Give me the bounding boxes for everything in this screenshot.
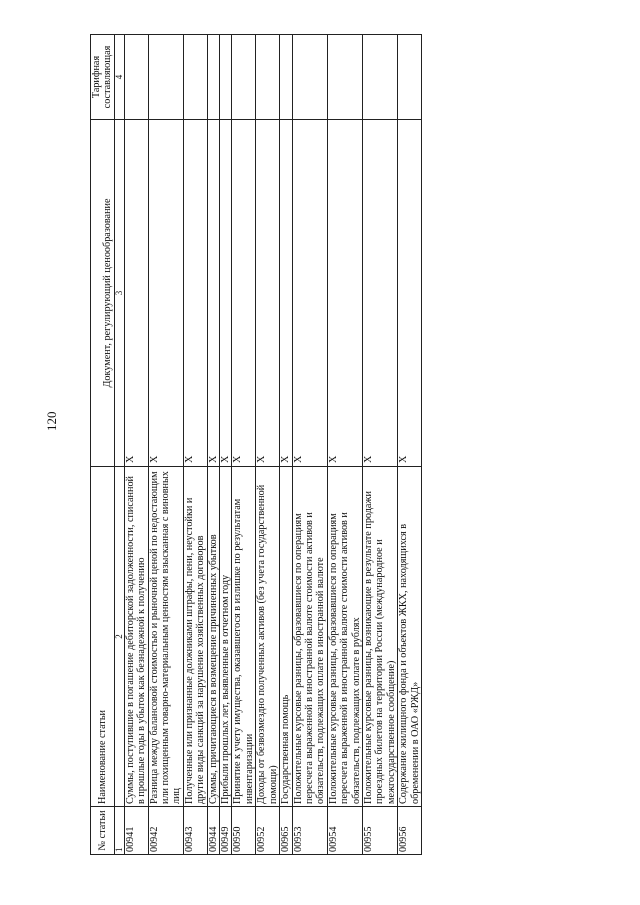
article-name: Разница между балансовой стоимостью и рыночной ценой по недостающим или похищенным товарно-материальным ценностям взысканная с виновных лиц — [148, 467, 183, 807]
table-body — [124, 35, 421, 855]
column-number: 1 — [114, 807, 124, 855]
column-number: 2 — [114, 467, 124, 807]
article-code: 00955 — [362, 807, 397, 855]
pricing-document-mark: X — [362, 120, 397, 467]
pricing-document-mark: X — [256, 120, 280, 467]
table-row — [232, 35, 256, 855]
column-number: 4 — [114, 35, 124, 120]
table-row — [256, 35, 280, 855]
pricing-document-mark: X — [280, 120, 292, 467]
article-code: 00950 — [232, 807, 256, 855]
tariff-component — [256, 35, 280, 120]
page-number: 120 — [44, 411, 59, 431]
article-name: Положительные курсовые разницы, образовавшиеся по операциям пересчета выраженной в иностранной валюте стоимости активов и обязательств, подлежащих оплате в иностранной валюте — [292, 467, 327, 807]
header-pricing-document: Документ, регулирующий ценообразование — [91, 120, 115, 467]
article-code: 00949 — [220, 807, 232, 855]
tariff-component — [327, 35, 362, 120]
article-name: Полученные или признанные должниками штрафы, пени, неустойки и другие виды санкций за нарушение хозяйственных договоров — [183, 467, 207, 807]
tariff-component — [207, 35, 219, 120]
article-name: Доходы от безвозмездно полученных активов (без учета государственной помощи) — [256, 467, 280, 807]
pricing-document-mark: X — [292, 120, 327, 467]
tariff-component — [183, 35, 207, 120]
article-code: 00941 — [124, 807, 148, 855]
table-header-row — [91, 35, 115, 855]
table-row — [292, 35, 327, 855]
article-code: 00942 — [148, 807, 183, 855]
table-row — [280, 35, 292, 855]
tariff-component — [220, 35, 232, 120]
pricing-document-mark: X — [183, 120, 207, 467]
column-number: 3 — [114, 120, 124, 467]
article-name: Положительные курсовые разницы, образовавшиеся по операциям пересчета выраженной в иностранной валюте стоимости активов и обязательств, подлежащих оплате в рублях — [327, 467, 362, 807]
article-name: Суммы, поступившие в погашение дебиторской задолженности, списанной в прошлые годы в убыток как безнадежной к получению — [124, 467, 148, 807]
table-row — [327, 35, 362, 855]
header-tariff-component: Тарифная составляющая — [91, 35, 115, 120]
tariff-component — [148, 35, 183, 120]
article-code: 00956 — [398, 807, 422, 855]
pricing-document-mark: X — [327, 120, 362, 467]
table-row — [220, 35, 232, 855]
article-code: 00952 — [256, 807, 280, 855]
article-code: 00965 — [280, 807, 292, 855]
tariff-component — [292, 35, 327, 120]
article-code: 00953 — [292, 807, 327, 855]
pricing-document-mark: X — [398, 120, 422, 467]
tariff-component — [398, 35, 422, 120]
tariff-component — [232, 35, 256, 120]
article-name: Принятие к учету имущества, оказавшегося в излишке по результатам инвентаризации — [232, 467, 256, 807]
pricing-document-mark: X — [232, 120, 256, 467]
article-code: 00944 — [207, 807, 219, 855]
table-row — [183, 35, 207, 855]
header-article-number: № статьи — [91, 807, 115, 855]
pricing-document-mark: X — [148, 120, 183, 467]
tariff-component — [362, 35, 397, 120]
article-name: Положительные курсовые разницы, возникающие в результате продажи проездных билетов на территории России (международное и межгосударственное сообщение) — [362, 467, 397, 807]
article-name: Суммы, причитающиеся в возмещение причиненных убытков — [207, 467, 219, 807]
tariff-component — [280, 35, 292, 120]
rotated-table-container — [90, 45, 545, 855]
column-number-row — [114, 35, 124, 855]
table-row — [207, 35, 219, 855]
tariff-items-table — [90, 34, 422, 855]
table-row — [362, 35, 397, 855]
tariff-component — [124, 35, 148, 120]
pricing-document-mark: X — [220, 120, 232, 467]
table-row — [398, 35, 422, 855]
article-name: Содержание жилищного фонда и объектов ЖКХ, находящихся в обременении в ОАО «РЖД» — [398, 467, 422, 807]
pricing-document-mark: X — [207, 120, 219, 467]
article-code: 00943 — [183, 807, 207, 855]
table-row — [124, 35, 148, 855]
article-name: Прибыли прошлых лет, выявленные в отчетном году — [220, 467, 232, 807]
article-code: 00954 — [327, 807, 362, 855]
pricing-document-mark: X — [124, 120, 148, 467]
article-name: Государственная помощь — [280, 467, 292, 807]
table-row — [148, 35, 183, 855]
header-article-name: Наименование статьи — [91, 467, 115, 807]
